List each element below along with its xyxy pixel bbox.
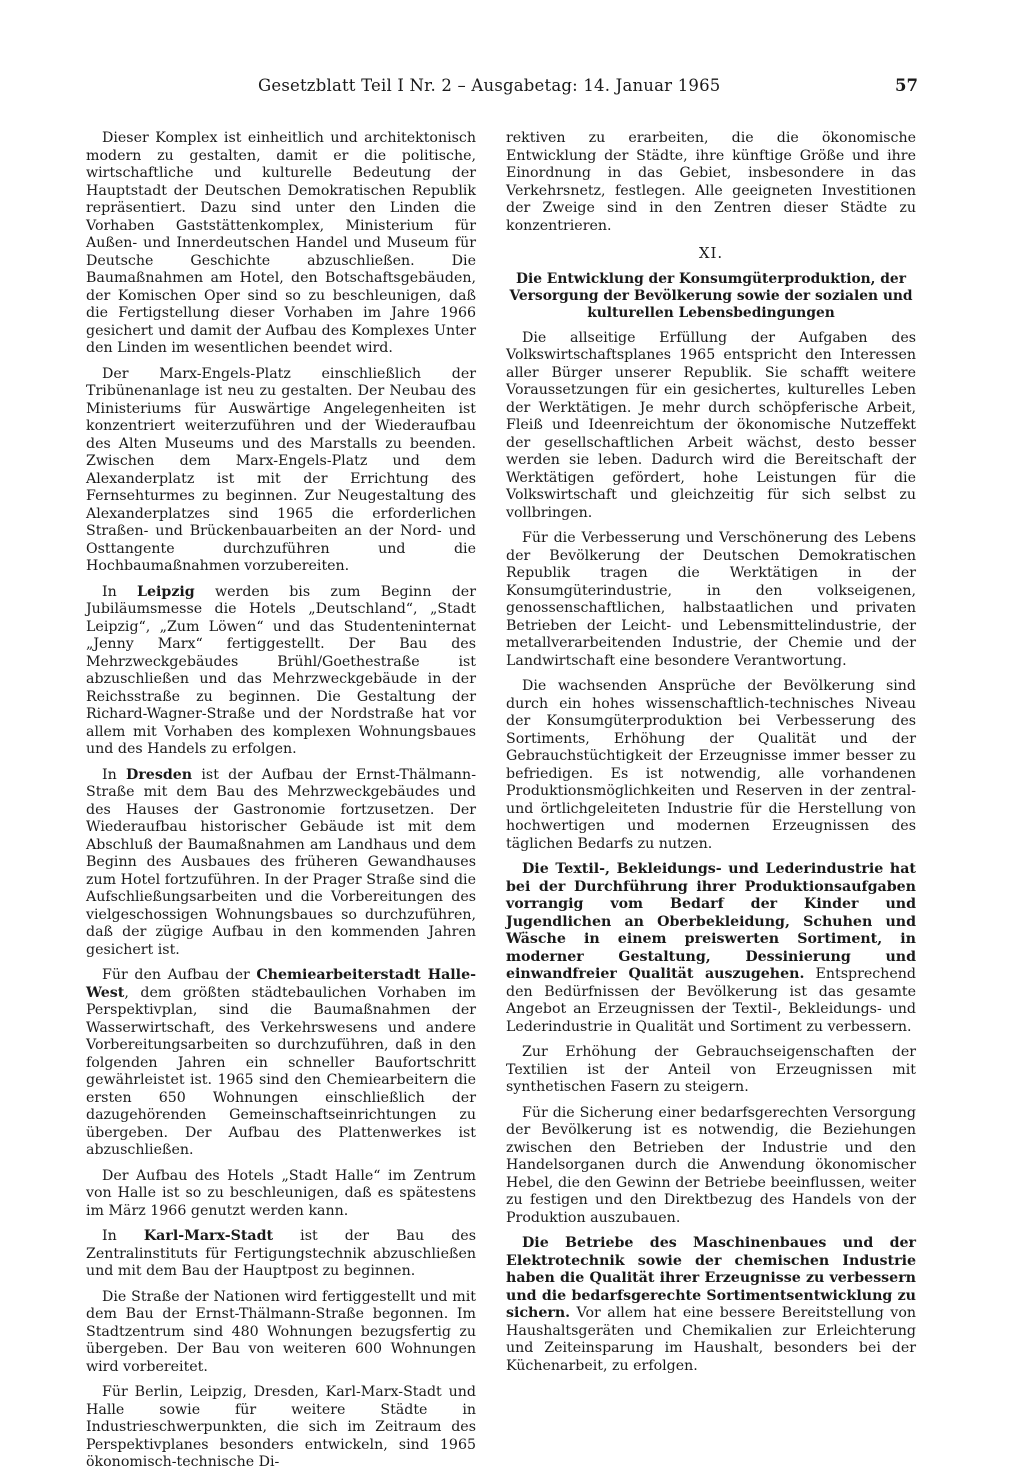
- paragraph: Die Straße der Nationen wird fertiggestellt und mit dem Bau der Ernst-Thälmann-Straße begonnen. Im Stadtzentrum sind 480 Wohnungen bezugsfertig zu übergeben. Der Bau von weiteren 600 Wohnungen wird vorbereitet.: [86, 1288, 476, 1375]
- paragraph-continuation: rektiven zu erarbeiten, die die ökonomische Entwicklung der Städte, ihre künftige Größe und ihre Einordnung in das Gebiet, insbesondere in das Verkehrsnetz, festlegen. Alle geeigneten Investitionen der Zweige sind in den Zentren dieser Städte zu konzentrieren.: [506, 130, 916, 234]
- paragraph-text: In: [102, 1228, 144, 1244]
- city-name: Karl-Marx-Stadt: [143, 1228, 274, 1244]
- paragraph-text: Entsprechend den Bedürfnissen der Bevölkerung ist das gesamte Angebot an Erzeugnissen der Textil-, Bekleidungs- und Lederindustrie in Qualität und Sortiment zu verbessern.: [506, 966, 916, 1035]
- paragraph-text: ist der Aufbau der Ernst-Thälmann-Straße mit dem Bau des Mehrzweckgebäudes und des Hauses der Gastronomie fortzusetzen. Der Wiederaufbau historischer Gebäude ist mit dem Abschluß der Baumaßnahmen am Landhaus und dem Beginn des Ausbaues des früheren Gewandhauses zum Hotel fortzuführen. In der Prager Straße sind die Aufschließungsarbeiten und die Vorbereitungen des vielgeschossigen Wohnungsbaues so durchzuführen, daß der zügige Aufbau in den kommenden Jahren gesichert ist.: [86, 766, 476, 958]
- paragraph: Dieser Komplex ist einheitlich und architektonisch modern zu gestalten, damit er die politische, wirtschaftliche und kulturelle Bedeutung der Hauptstadt der Deutschen Demokratischen Republik repräsentiert. Dazu sind unter den Linden die Vorhaben Gaststättenkomplex, Ministerium für Außen- und Innerdeutschen Handel und Museum für Deutsche Geschichte abzuschließen. Die Baumaßnahmen am Hotel, den Botschaftsgebäuden, der Komischen Oper sind so zu beschleunigen, daß die Fertigstellung dieser Vorhaben im Jahre 1966 gesichert und damit der Aufbau des Komplexes Unter den Linden im wesentlichen beendet wird.: [86, 130, 476, 356]
- city-name: Leipzig: [137, 583, 195, 600]
- paragraph: Der Marx-Engels-Platz einschließlich der Tribünenanlage ist neu zu gestalten. Der Neubau des Ministeriums für Auswärtige Angelegenheiten ist konzentriert weiterzuführen und der Wiederaufbau des Alten Museums und des Marstalls zu beenden. Zwischen dem Marx-Engels-Platz und dem Alexanderplatz ist mit der Errichtung des Fernsehturmes zu beginnen. Zur Neugestaltung des Alexanderplatzes sind 1965 die erforderlichen Straßen- und Brückenbauarbeiten an der Nord- und Osttangente durchzuführen und die Hochbaumaßnahmen vorzubereiten.: [86, 365, 476, 574]
- paragraph: Die wachsenden Ansprüche der Bevölkerung sind durch ein hohes wissenschaftlich-technisches Niveau der Konsumgüterproduktion bei Verbesserung des Sortiments, Erhöhung der Qualität und der Gebrauchstüchtigkeit der Erzeugnisse immer besser zu befriedigen. Es ist notwendig, alle vorhandenen Produktionsmöglichkeiten und Reserven in der zentral- und örtlichgeleiteten Industrie für die Herstellung von hochwertigen und modernen Erzeugnissen des täglichen Bedarfs zu nutzen.: [506, 678, 916, 852]
- paragraph-leipzig: [86, 584, 476, 759]
- city-name: Chemiearbeiterstadt Halle-West: [86, 967, 476, 1001]
- paragraph-karl-marx-stadt: [86, 1228, 476, 1281]
- header-title: Gesetzblatt Teil I Nr. 2 – Ausgabetag: 14. Januar 1965: [258, 76, 721, 95]
- paragraph-text: Vor allem hat eine bessere Bereitstellung von Haushaltsgeräten und Chemikalien zur Erleichterung und Zeiteinsparung im Haushalt, besonders bei der Küchenarbeit, zu erfolgen.: [506, 1305, 916, 1374]
- paragraph-textile: [506, 861, 916, 1036]
- paragraph-text: In: [102, 583, 138, 600]
- paragraph: Zur Erhöhung der Gebrauchseigenschaften der Textilien ist der Anteil von Erzeugnissen mit synthetischen Fasern zu steigern.: [506, 1044, 916, 1095]
- section-number: XI.: [698, 244, 724, 262]
- paragraph-text: werden bis zum Beginn der Jubiläumsmesse die Hotels „Deutschland“, „Stadt Leipzig“, „Zum Löwen“ und das Studenteninternat „Jenny Marx“ fertiggestellt. Der Bau des Mehrzweckgebäudes Brühl/Goethestraße ist abzuschließen und das Mehrzweckgebäude in der Reichsstraße zu beginnen. Die Gestaltung der Richard-Wagner-Straße und der Nordstraße hat vor allem mit Vorhaben des komplexen Wohnungsbaues und des Handels zu erfolgen.: [86, 583, 476, 757]
- paragraph: Für die Sicherung einer bedarfsgerechten Versorgung der Bevölkerung ist es notwendig, die Beziehungen zwischen den Betrieben der Industrie und den Handelsorganen durch die Anwendung ökonomischer Hebel, die den Gewinn der Betriebe beeinflussen, weiter zu festigen und den Direktbezug des Handels von der Produktion auszubauen.: [506, 1104, 916, 1226]
- page-header: [258, 76, 918, 100]
- paragraph-text: , dem größten städtebaulichen Vorhaben im Perspektivplan, sind die Baumaßnahmen der Wasserwirtschaft, des Verkehrswesens und andere Vorbereitungsarbeiten so durchzuführen, daß in den folgenden Jahren ein schneller Baufortschritt gewährleistet ist. 1965 sind den Chemiearbeitern die ersten 650 Wohnungen einschließlich der dazugehörenden Gemeinschaftseinrichtungen zu übergeben. Der Aufbau des Plattenwerkes ist abzuschließen.: [86, 984, 476, 1158]
- paragraph: Für Berlin, Leipzig, Dresden, Karl-Marx-Stadt und Halle sowie für weitere Städte in Industrieschwerpunkten, die sich im Zeitraum des Perspektivplanes besonders entwickeln, sind 1965 ökonomisch-technische Di-: [86, 1384, 476, 1470]
- paragraph-machinery: [506, 1235, 916, 1375]
- paragraph-text: ist der Bau des Zentralinstituts für Fertigungstechnik abzuschließen und mit dem Bau der Hauptpost zu beginnen.: [86, 1228, 476, 1279]
- city-name: Dresden: [126, 766, 193, 783]
- bold-text: Die Betriebe des Maschinenbaues und der Elektrotechnik sowie der chemischen Industrie haben die Qualität ihrer Erzeugnisse zu verbessern und die bedarfsgerechte Sortimentsentwicklung zu sichern.: [506, 1235, 916, 1321]
- bold-text: Die Textil-, Bekleidungs- und Lederindustrie hat bei der Durchführung ihrer Produktionsaufgaben vorrangig vom Bedarf der Kinder und Jugendlichen an Oberbekleidung, Schuhen und Wäsche in einem preiswerten Sortiment, in moderner Gestaltung, Dessinierung und einwandfreier Qualität auszugehen.: [506, 861, 916, 982]
- paragraph-text: Für den Aufbau der: [102, 967, 257, 983]
- left-column: [86, 130, 476, 1480]
- paragraph: Für die Verbesserung und Verschönerung des Lebens der Bevölkerung der Deutschen Demokratischen Republik tragen die Werktätigen in der Konsumgüterindustrie, in den volkseigenen, genossenschaftlichen, halbstaatlichen und privaten Betrieben der Leicht- und Lebensmittelindustrie, der metallverarbeitenden Industrie, der Chemie und der Landwirtschaft eine besondere Verantwortung.: [506, 530, 916, 669]
- paragraph: Der Aufbau des Hotels „Stadt Halle“ im Zentrum von Halle ist so zu beschleunigen, daß es spätestens im März 1966 genutzt werden kann.: [86, 1167, 476, 1219]
- paragraph-halle-west: [86, 967, 476, 1160]
- right-column: [506, 130, 916, 1383]
- section-heading: Die Entwicklung der Konsumgüterproduktion, der Versorgung der Bevölkerung sowie der sozialen und kulturellen Lebensbedingungen: [509, 270, 913, 321]
- page-number: 57: [895, 76, 918, 95]
- paragraph-text: In: [102, 766, 127, 783]
- paragraph: Die allseitige Erfüllung der Aufgaben des Volkswirtschaftsplanes 1965 entspricht den Interessen aller Bürger unserer Republik. Sie schafft weitere Voraussetzungen für ein gesichertes, kulturelles Leben der Werktätigen. Je mehr durch schöpferische Arbeit, Fleiß und Ideenreichtum der ökonomische Nutzeffekt der gesellschaftlichen Arbeit wächst, desto besser werden sie leben. Dadurch wird die Bereitschaft der Werktätigen gefördert, hohe Leistungen für die Volkswirtschaft und gleichzeitig für sich selbst zu vollbringen.: [506, 329, 916, 521]
- paragraph-dresden: [86, 767, 476, 960]
